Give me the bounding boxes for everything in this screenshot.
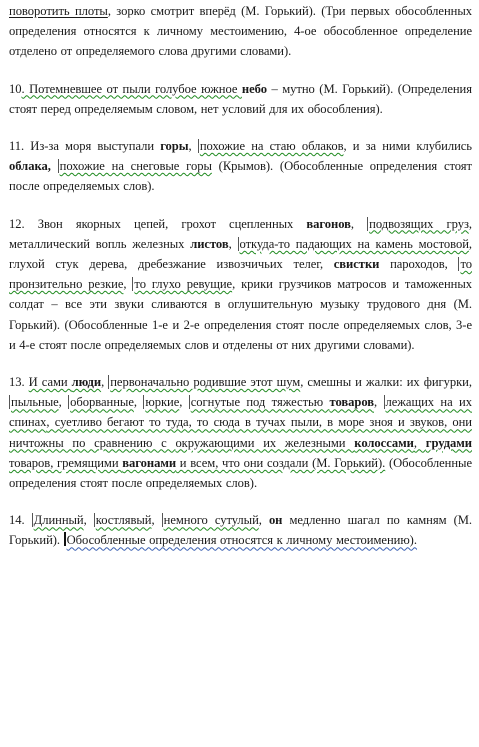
text-segment: 12. Звон якорных цепей, грохот сцепленных [9,216,307,231]
text-segment: 10 [9,81,22,96]
styled-text-segment: немного сутулый [163,513,259,528]
styled-text-segment: Обособленные определения относятся к личному местоимению). [66,533,417,548]
paragraph-10 [9,79,472,119]
paragraph-13 [9,372,472,493]
styled-text-segment: свистки [333,257,380,272]
styled-text-segment: пыльные [11,395,59,410]
styled-text-segment: и всем, что они создали (М. Горький). [176,455,386,470]
text-segment: , [83,513,94,528]
text-segment: , [101,375,109,390]
styled-text-segment: колоссами [354,435,414,450]
styled-text-segment: поворотить плоты [9,4,108,18]
styled-text-segment: костлявый [95,513,152,528]
styled-text-segment: то пронзительно резкие [9,257,472,292]
styled-text-segment: листов [190,236,229,251]
text-segment: , [123,277,133,292]
text-segment: пароходов, [379,257,459,272]
styled-text-segment: , суетливо бегают то туда, то сюда в тучах пыли, в море зноя и звуков, они ничтожны по сравнению с [9,415,472,450]
text-segment: , глухой стук дерева, дребезжание извозчичьих телег, [9,236,472,272]
styled-text-segment: товаров [329,395,375,410]
styled-text-segment: Длинный [33,513,84,528]
text-segment: , [133,395,144,410]
styled-text-segment: он [268,513,283,528]
text-cursor [64,532,66,546]
text-segment: медленно шагал по камням (М. Горький). [9,513,472,548]
text-segment: , зорко смотрит вперёд (М. Горький). (Три первых обособленных определения относятся к личному местоимению, 4-ое обособленное определение отделено от определяемого слова другими словами). [9,4,472,59]
styled-text-segment: откуда-то падающих на камень мостовой [239,236,469,251]
styled-text-segment: горы [160,139,189,154]
styled-text-segment: похожие на стаю облаков [199,139,344,154]
text-segment: , [179,395,189,410]
text-segment: 11. Из-за моря выступали [9,139,161,154]
text-segment: , [188,139,198,154]
text-segment: , крики грузчиков матросов и таможенных солдат – все эти звуки сливаются в оглушительную музыку трудового дня (М. Горький). (Обособленные 1-е и 2-е определения стоят после определяемых слов, 3-е и 4-е стоят после определяемых слов и отделены от них другими словами). [9,277,472,352]
styled-text-segment: юркие [145,395,180,410]
text-segment: , и за ними клубились [343,139,472,154]
text-segment: , металлический вопль железных [9,216,472,251]
styled-text-segment: согнутые под тяжестью [190,395,330,410]
styled-text-segment: оборванные [70,395,134,410]
text-segment: – мутно (М. Горький). (Определения стоят перед определяемым словом, нет условий для их обособления). [9,81,472,116]
styled-text-segment: то глухо ревущие [134,277,233,292]
text-segment: , [151,513,162,528]
text-segment: , [58,395,69,410]
text-segment: , [350,216,368,231]
paragraph-14 [9,510,472,550]
text-segment: , смешны и жалки: их фигурки, [300,375,472,390]
text-segment [51,159,58,173]
styled-text-segment: вагонов [306,216,351,231]
text-segment: (Обособленные определения стоят после определяемых слов). [9,455,472,491]
text-segment: , [228,236,238,251]
styled-text-segment: грудами [425,435,472,450]
text-segment: (Крымов). (Обособленные определения стоят после определяемых слов). [9,159,472,194]
styled-text-segment: . Потемневшее от пыли голубое южное [21,81,242,96]
styled-text-segment: вагонами [122,455,177,470]
styled-text-segment: лежащих на их спинах [9,395,472,430]
styled-text-segment: небо [241,81,267,96]
styled-text-segment: И сами [28,375,72,390]
styled-text-segment: , [413,435,426,450]
styled-text-segment: подвозящих груз [369,216,469,231]
paragraph-9-tail [9,1,472,62]
text-segment: , [374,395,384,410]
styled-text-segment: первоначально родившие этот шум [110,375,301,390]
paragraph-12 [9,214,472,355]
styled-text-segment: окружающими их железными [175,435,355,450]
styled-text-segment: люди [71,375,102,390]
styled-text-segment: облака, [9,159,51,174]
styled-text-segment: похожие на снеговые горы [59,159,212,174]
text-segment: 14. [9,513,32,528]
text-segment: , [258,513,269,528]
text-segment: 13. [9,375,29,390]
styled-text-segment: товаров, гремящими [9,455,123,470]
paragraph-11 [9,136,472,197]
